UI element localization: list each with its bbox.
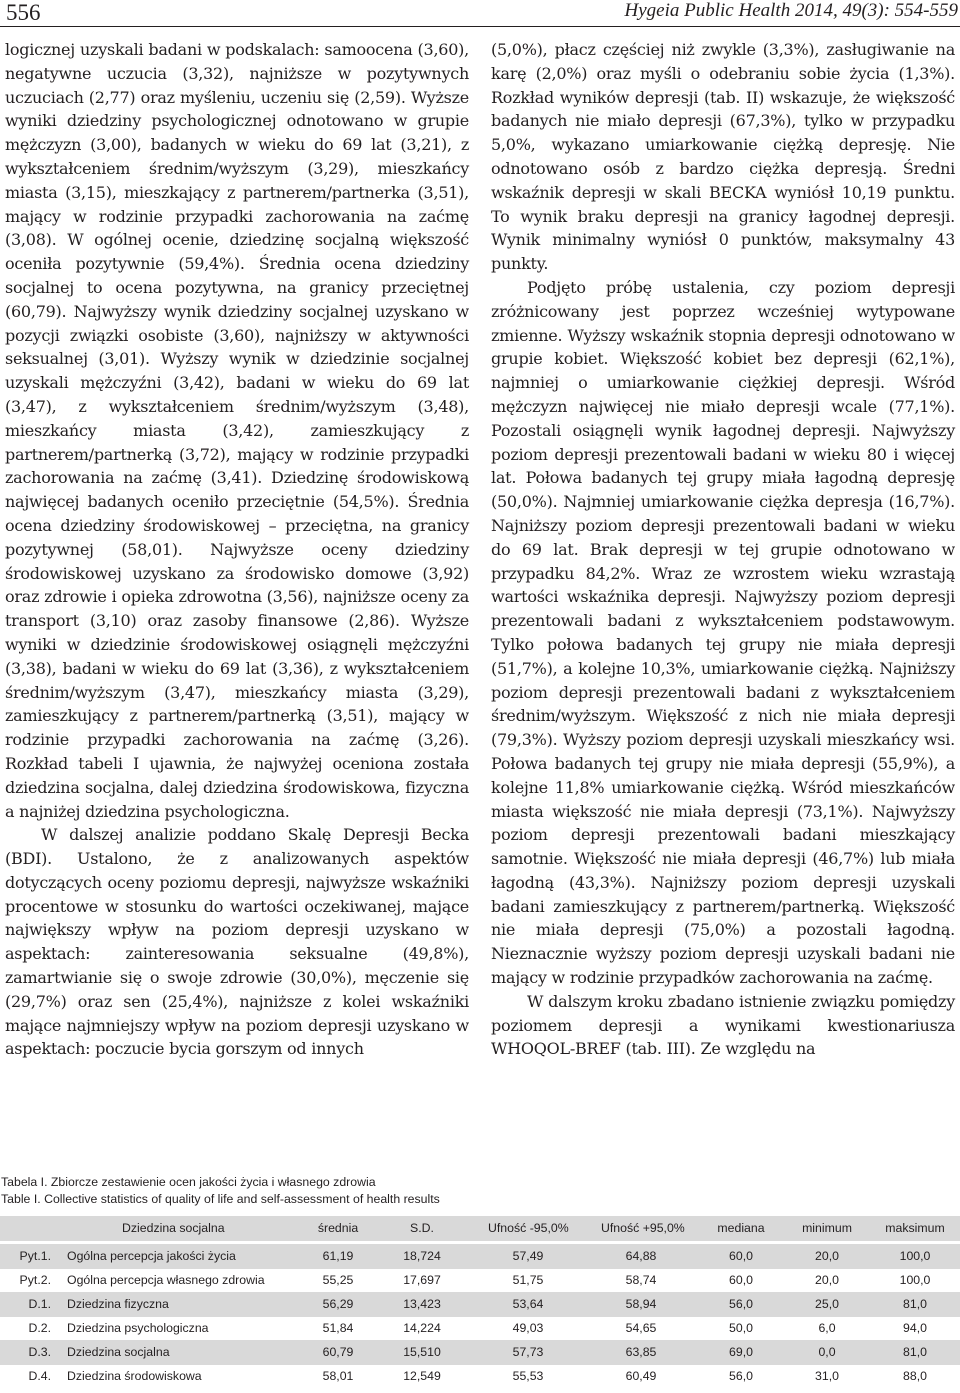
cell-ci-low: 57,73: [512, 1345, 544, 1359]
table-row: [0, 1244, 960, 1269]
cell-max: 81,0: [903, 1297, 927, 1311]
cell-max: 100,0: [899, 1249, 931, 1263]
row-label: Dziedzina socjalna: [67, 1345, 170, 1359]
table-row: [0, 1364, 960, 1389]
column-header: średnia: [317, 1221, 359, 1235]
left-text-column: [5, 38, 469, 1061]
right-text-column: [491, 38, 955, 1061]
cell-ci-low: 49,03: [512, 1321, 544, 1335]
cell-min: 20,0: [815, 1273, 839, 1287]
cell-mean: 51,84: [322, 1321, 354, 1335]
table-caption-pl: Tabela I. Zbiorcze zestawienie ocen jakości życia i własnego zdrowia: [1, 1175, 376, 1189]
body-paragraph: Podjęto próbę ustalenia, czy poziom depresji zróżnicowany jest poprzez wcześniej wytypowane zmienne. Wyższy wskaźnik stopnia depresji odnotowano w grupie kobiet. Większość kobiet bez depresji (62,1%), najmniej o umiarkowanie ciężkiej depresji. Wśród mężczyzn najwięcej nie miało depresji wcale (77,1%). Pozostali osiągnęli wynik łagodnej depresji. Najwyższy poziom depresji prezentowali badani w wieku 80 i więcej lat. Połowa badanych tej grupy miała łagodną depresję (50,0%). Najmniej umiarkowanie ciężka depresja (16,7%). Najniższy poziom depresji prezentowali badani w wieku do 69 lat. Brak depresji w tej grupie odnotowano w przypadku 84,2%. Wraz ze wzrostem wieku wzrastają wartości wskaźnika depresji. Najwyższy poziom depresji prezentowali badani z wykształceniem podstawowym. Tylko połowa badanych tej grupy nie miała depresji (51,7%), a kolejne 10,3%, umiarkowanie ciężką. Najniższy poziom depresji prezentowali badani z wykształceniem średnim/wyższym. Większość z nich nie miała depresji (79,3%). Wyższy poziom depresji uzyskali mieszkańcy wsi. Połowa badanych tej grupy nie miała depresji (55,9%), a kolejne 11,8% umiarkowanie ciężką. Wśród mieszkańców miasta większość nie miała depresji (73,1%). Najwyższy poziom depresji prezentowali badani mieszkający samotnie. Większość nie miała depresji (46,7%) lub miała łagodną (43,3%). Najniższy poziom depresji uzyskali badani zamieszkujący z partnerem/partnerką. Większość nie miała depresji (75,0%) a pozostali łagodną. Nieznacznie wyższy poziom depresji uzyskali badani nie mający w rodzinie przypadków zachorowania na zaćmę.: [491, 277, 955, 988]
page-number: 556: [6, 0, 41, 25]
row-label: Dziedzina fizyczna: [67, 1297, 169, 1311]
cell-ci-low: 51,75: [512, 1273, 544, 1287]
table-row: [0, 1316, 960, 1341]
cell-sd: 12,549: [403, 1369, 441, 1383]
cell-min: 20,0: [815, 1249, 839, 1263]
row-code: D.4.: [28, 1369, 51, 1383]
row-code: Pyt.1.: [19, 1249, 51, 1263]
body-paragraph: logicznej uzyskali badani w podskalach: samoocena (3,60), negatywne uczucia (3,32), najniższe w pozytywnych uczuciach (2,77) oraz myśleniu, uczeniu się (2,59). Wyższe wyniki dziedziny psychologicznej odnotowano w grupie mężczyzn (3,00), badanych w wieku do 69 lat (3,21), z wykształceniem średnim/wyższym (3,29), mieszkańcy miasta (3,15), mieszkający z partnerem/partnerka (3,51), mający w rodzinie przypadki zachorowania na zaćmę (3,08). W ogólnej ocenie, dziedzinę socjalną większość oceniła pozytywnie (59,4%). Średnia ocena dziedziny socjalnej to ocena pozytywna, na granicy przeciętnej (60,79). Najwyższy wynik dziedziny socjalnej uzyskano w pozycji związki osobiste (3,60), najniższy w aktywności seksualnej (3,01). Wyższy wynik w dziedzinie socjalnej uzyskali mężczyźni (3,42), badani w wieku do 69 lat (3,47), z wykształceniem średnim/wyższym (3,48), mieszkańcy miasta (3,42), zamieszkujący z partnerem/partnerką (3,72), mający w rodzinie przypadki zachorowania na zaćmę (3,41). Dziedzinę środowiskową najwięcej badanych oceniło przeciętnie (54,5%). Średnia ocena dziedziny środowiskowej – przeciętna, na granicy pozytywnej (58,01). Najwyższe oceny dziedziny środowiskowej uzyskano za środowisko domowe (3,92) oraz zdrowie i opieka zdrowotna (3,56), najniższe oceny za transport (3,10) oraz zasoby finansowe (2,86). Wyższe wyniki w dziedzinie środowiskowej osiągnęli mężczyźni (3,38), badani w wieku do 69 lat (3,36), z wykształceniem średnim/wyższym (3,47), mieszkańcy miasta (3,29), zamieszkujący z partnerem/partnerką (3,51), mający w rodzinie przypadki zachorowania na zaćmę (3,26). Rozkład tabeli I ujawnia, że najwyżej oceniona została dziedzina socjalna, dalej dziedzina środowiskowa, fizyczna a najniżej dziedzina psychologiczna.: [5, 40, 469, 821]
row-code: D.3.: [28, 1345, 51, 1359]
cell-ci-high: 54,65: [625, 1321, 657, 1335]
cell-max: 94,0: [903, 1321, 927, 1335]
cell-min: 31,0: [815, 1369, 839, 1383]
table-row: [0, 1340, 960, 1365]
cell-ci-high: 58,94: [625, 1297, 657, 1311]
row-label: Ogólna percepcja jakości życia: [67, 1249, 236, 1263]
row-label: Ogólna percepcja własnego zdrowia: [67, 1273, 265, 1287]
cell-min: 0,0: [818, 1345, 836, 1359]
cell-mean: 60,79: [322, 1345, 354, 1359]
row-code: Pyt.2.: [19, 1273, 51, 1287]
column-header: mediana: [717, 1221, 765, 1235]
cell-ci-high: 63,85: [625, 1345, 657, 1359]
column-header: Dziedzina socjalna: [122, 1221, 225, 1235]
cell-median: 56,0: [729, 1369, 753, 1383]
cell-ci-high: 58,74: [625, 1273, 657, 1287]
cell-mean: 55,25: [322, 1273, 354, 1287]
cell-ci-low: 53,64: [512, 1297, 544, 1311]
page-header: [0, 0, 960, 25]
cell-sd: 17,697: [403, 1273, 441, 1287]
journal-citation: Hygeia Public Health 2014, 49(3): 554-559: [624, 0, 958, 21]
cell-max: 81,0: [903, 1345, 927, 1359]
column-header: Ufność +95,0%: [601, 1221, 685, 1235]
cell-median: 69,0: [729, 1345, 753, 1359]
cell-ci-high: 60,49: [625, 1369, 657, 1383]
body-paragraph: W dalszej analizie poddano Skalę Depresji Becka (BDI). Ustalono, że z analizowanych aspektów dotyczących oceny poziomu depresji, najwyższe wskaźniki procentowe w stosunku do wartości oczekiwanej, mające największy wpływ na poziom depresji uzyskano w aspektach: zainteresowania seksualne (49,8%), zamartwianie się o swoje zdrowie (30,0%), męczenie się (29,7%) oraz sen (25,4%), najniższe z kolei wskaźniki mające najmniejszy wpływ na poziom depresji uzyskano w aspektach: poczucie bycia gorszym od innych: [5, 825, 469, 1059]
table-header-row: [0, 1216, 960, 1241]
column-header: minimum: [802, 1221, 852, 1235]
cell-sd: 14,224: [403, 1321, 441, 1335]
cell-max: 88,0: [903, 1369, 927, 1383]
cell-sd: 13,423: [403, 1297, 441, 1311]
cell-median: 60,0: [729, 1273, 753, 1287]
table-caption: [1, 1174, 440, 1208]
cell-median: 50,0: [729, 1321, 753, 1335]
cell-min: 6,0: [818, 1321, 836, 1335]
cell-median: 60,0: [729, 1249, 753, 1263]
table-row: [0, 1292, 960, 1317]
cell-mean: 58,01: [322, 1369, 354, 1383]
cell-sd: 15,510: [403, 1345, 441, 1359]
cell-mean: 61,19: [322, 1249, 354, 1263]
row-code: D.1.: [28, 1297, 51, 1311]
row-label: Dziedzina środowiskowa: [67, 1369, 202, 1383]
row-code: D.2.: [28, 1321, 51, 1335]
column-header: maksimum: [885, 1221, 945, 1235]
cell-ci-high: 64,88: [625, 1249, 657, 1263]
body-paragraph: (5,0%), płacz częściej niż zwykle (3,3%), zasługiwanie na karę (2,0%) oraz myśli o odebraniu sobie życia (1,3%). Rozkład wyników depresji (tab. II) wskazuje, że większość badanych nie miało depresji (67,3%), tylko w przypadku 5,0%, wykazano umiarkowanie ciężką depresję. Nie odnotowano osób z bardzo ciężka depresją. Średni wskaźnik depresji w skali BECKA wyniósł 10,19 punktu. To wynik braku depresji na granicy łagodnej depresji. Wynik minimalny wyniósł 0 punktów, maksymalny 43 punkty.: [491, 40, 955, 274]
cell-sd: 18,724: [403, 1249, 441, 1263]
table-row: [0, 1268, 960, 1293]
column-header: Ufność -95,0%: [488, 1221, 569, 1235]
cell-min: 25,0: [815, 1297, 839, 1311]
cell-mean: 56,29: [322, 1297, 354, 1311]
body-paragraph: W dalszym kroku zbadano istnienie związku pomiędzy poziomem depresji a wynikami kwestionariusza WHOQOL-BREF (tab. III). Ze względu na: [491, 991, 955, 1059]
cell-max: 100,0: [899, 1273, 931, 1287]
header-rule: [0, 26, 960, 27]
column-header: S.D.: [410, 1221, 434, 1235]
row-label: Dziedzina psychologiczna: [67, 1321, 209, 1335]
cell-median: 56,0: [729, 1297, 753, 1311]
table-caption-en: Table I. Collective statistics of quality of life and self-assessment of health results: [1, 1192, 440, 1206]
cell-ci-low: 57,49: [512, 1249, 544, 1263]
cell-ci-low: 55,53: [512, 1369, 544, 1383]
